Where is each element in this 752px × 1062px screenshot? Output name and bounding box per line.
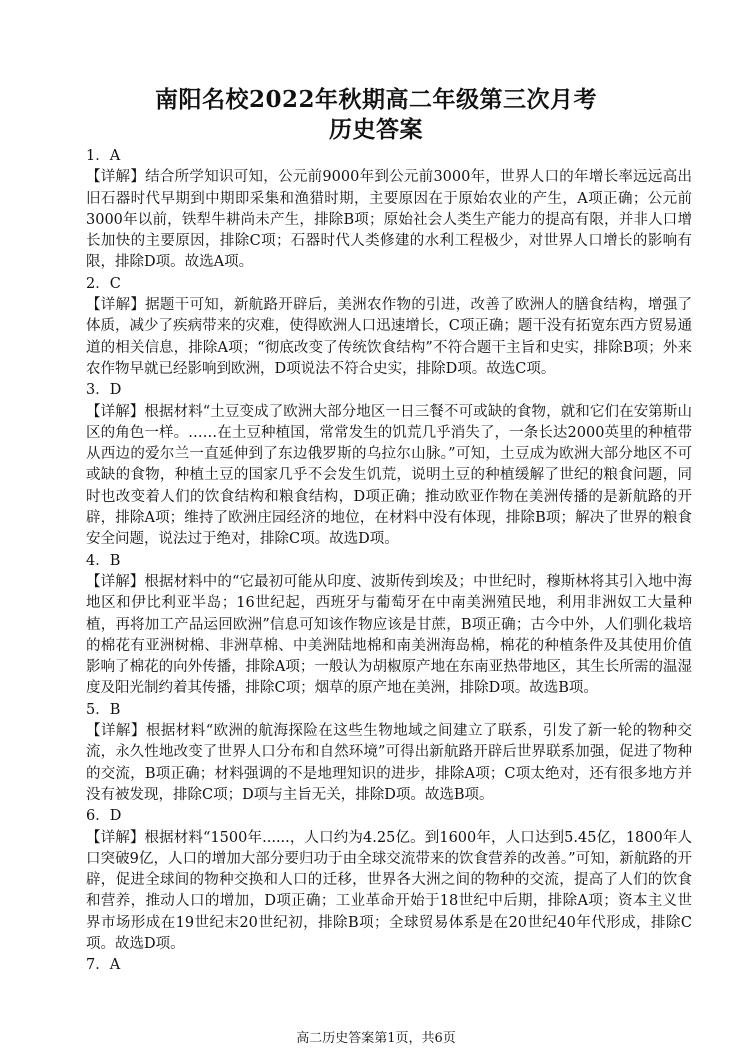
question-number: 1．A: [86, 148, 121, 164]
page-subtitle: 历史答案: [329, 116, 423, 143]
answer-detail: 【详解】根据材料“1500年......，人口约为4.25亿。到1600年，人口达到5.45亿，1800年人口突破9亿，人口的增加大部分要归功于由全球交流带来的饮食营养的改善。”可知，新航路的开辟，促进全球间的物种交换和人口的迁移，世界各大洲之间的物种的交流，提高了人们的饮食和营养，推动人口的增加，D项正确；工业革命开始于18世纪中后期，排除A项；资本主义世界市场形成在19世纪末20世纪初，排除B项；全球贸易体系是在20世纪40年代形成，排除C项。故选D项。: [86, 829, 692, 952]
question-block-7: [86, 955, 692, 976]
question-block-4: [86, 551, 692, 700]
answers-content: [86, 146, 692, 977]
question-block-3: [86, 380, 692, 550]
question-number: 5．B: [86, 701, 121, 718]
question-number: 2．C: [86, 275, 121, 292]
answer-detail: 【详解】根据材料“欧洲的航海探险在这些生物地域之间建立了联系，引发了新一轮的物种交流，永久性地改变了世界人口分布和自然环境”可得出新航路开辟后世界联系加强，促进了物种的交流，B项正确；材料强调的不是地理知识的进步，排除A项；C项太绝对，还有很多地方并没有被发现，排除C项；D项与主旨无关，排除D项。故选B项。: [86, 723, 692, 803]
page-title: 南阳名校2022年秋期高二年级第三次月考: [154, 86, 597, 113]
page-footer: 高二历史答案第1页，共6页: [296, 1031, 456, 1046]
question-number: 6．D: [86, 808, 122, 825]
question-number: 3．D: [86, 382, 122, 399]
question-number: 4．B: [86, 552, 121, 569]
question-number: 7．A: [86, 957, 121, 974]
answer-detail: 【详解】结合所学知识可知，公元前9000年到公元前3000年，世界人口的年增长率远远高出旧石器时代早期到中期即采集和渔猎时期，主要原因在于原始农业的产生，A项正确；公元前3000年以前，铁犁牛耕尚未产生，排除B项；原始社会人类生产能力的提高有限，并非人口增长加快的主要原因，排除C项；石器时代人类修建的水利工程极少，对世界人口增长的影响有限，排除D项。故选A项。: [86, 169, 692, 271]
answer-detail: 【详解】根据材料“土豆变成了欧洲大部分地区一日三餐不可或缺的食物，就和它们在安第斯山区的角色一样。……在土豆种植国，常常发生的饥荒几乎消失了，一条长达2000英里的种植带从西边的爱尔兰一直延伸到了东边俄罗斯的乌拉尔山脉。”可知，土豆成为欧洲大部分地区不可或缺的食物，种植土豆的国家几乎不会发生饥荒，说明土豆的种植缓解了世纪的粮食问题，同时也改变着人们的饮食结构和粮食结构，D项正确；推动欧亚作物在美洲传播的是新航路的开辟，排除A项；维持了欧洲庄园经济的地位，在材料中没有体现，排除B项；解决了世界的粮食安全问题，说法过于绝对，排除C项。故选D项。: [86, 403, 692, 548]
question-block-2: [86, 274, 692, 380]
question-block-5: [86, 700, 692, 806]
answer-detail: 【详解】根据材料中的“它最初可能从印度、波斯传到埃及；中世纪时，穆斯林将其引入地中海地区和伊比利亚半岛；16世纪起，西班牙与葡萄牙在中南美洲殖民地，利用非洲奴工大量种植，再将加工产品运回欧洲”信息可知该作物应该是甘蔗，B项正确；古今中外，人们驯化栽培的棉花有亚洲树棉、非洲草棉、中美洲陆地棉和南美洲海岛棉，棉花的种植条件及其使用价值影响了棉花的向外传播，排除A项；一般认为胡椒原产地在东南亚热带地区，其生长所需的温湿度及阳光制约着其传播，排除C项；烟草的原产地在美洲，排除D项。故选B项。: [86, 573, 692, 697]
question-block-6: [86, 806, 692, 955]
answer-detail: 【详解】据题干可知，新航路开辟后，美洲农作物的引进，改善了欧洲人的膳食结构，增强了体质，减少了疾病带来的灾难，使得欧洲人口迅速增长，C项正确；题干没有拓宽东西方贸易通道的相关信息，排除A项；“彻底改变了传统饮食结构”不符合题干主旨和史实，排除B项；外来农作物早就已经影响到欧洲，D项说法不符合史实，排除D项。故选C项。: [86, 297, 692, 377]
question-block-1: [86, 146, 692, 274]
